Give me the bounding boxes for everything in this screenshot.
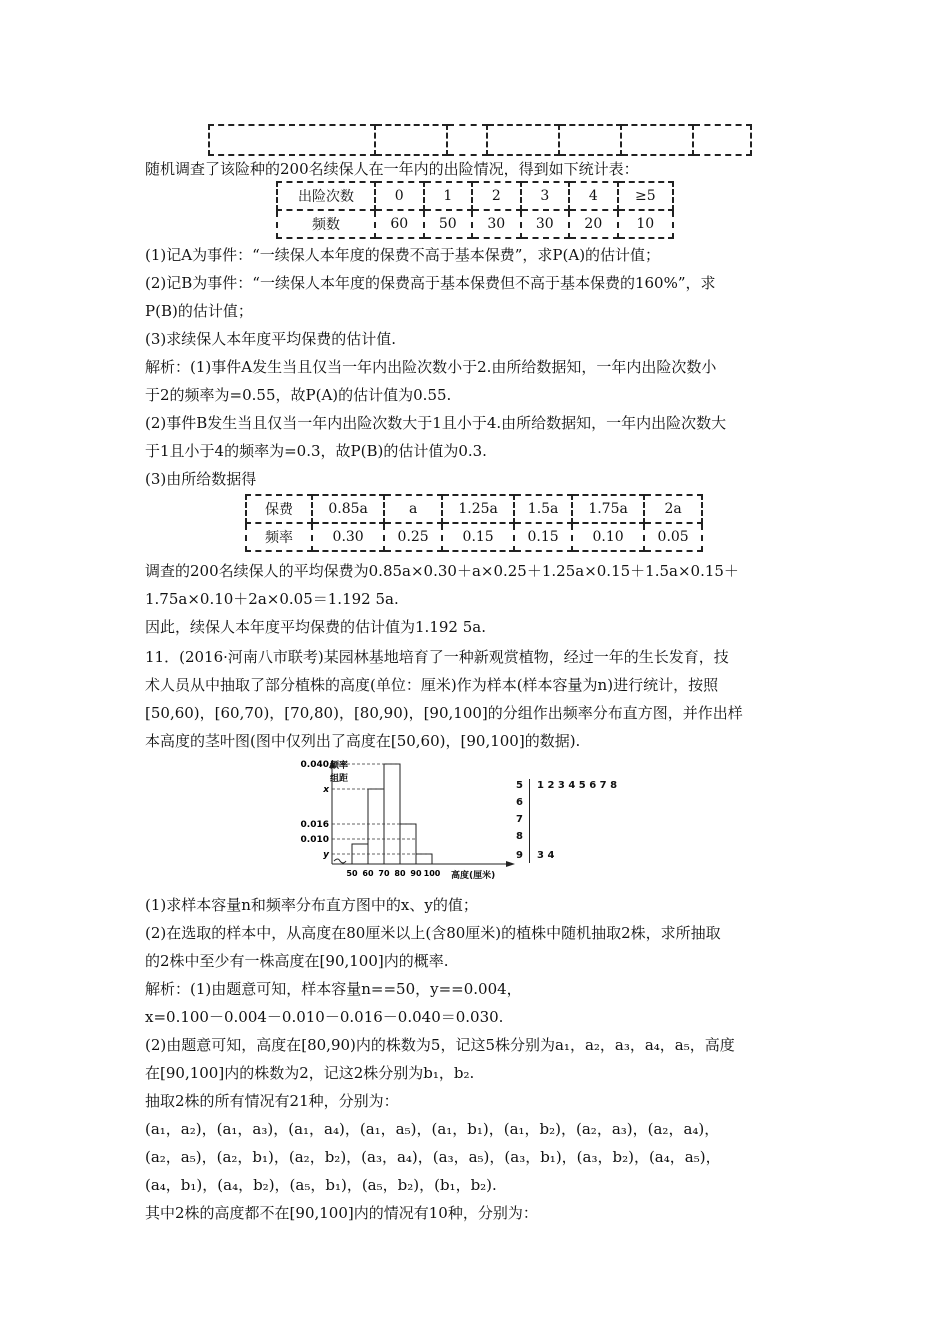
claims-table [276, 181, 674, 239]
table2-cell: 1.5a [514, 495, 572, 523]
problem-11d: 本高度的茎叶图(图中仅列出了高度在[50,60)，[90,100]的数据). [145, 732, 581, 750]
intro-text: 随机调查了该险种的200名续保人在一年内的出险情况，得到如下统计表： [145, 160, 639, 178]
solution-2b: 于1且小于4的频率为=0.3，故P(B)的估计值为0.3. [145, 442, 487, 460]
y-tick-label: x [323, 785, 329, 795]
q11-part2a: (2)在选取的样本中，从高度在80厘米以上(含80厘米)的植株中随机抽取2株，求所抽取 [145, 924, 721, 942]
histogram-bar [384, 764, 400, 864]
leaves: 3 4 [537, 850, 555, 861]
x-tick-label: 90 [410, 869, 422, 878]
table1-header: 出险次数 [277, 182, 375, 210]
hist-ylabel-top: 频率 [330, 761, 349, 771]
solution-1b: 于2的频率为=0.55，故P(A)的估计值为0.55. [145, 386, 452, 404]
solution-1a: 解析：(1)事件A发生当且仅当一年内出险次数小于2.由所给数据知，一年内出险次数小 [145, 358, 717, 376]
histogram-bar [416, 854, 432, 864]
table2-cell: 0.10 [572, 523, 644, 551]
table1-cell: 60 [375, 210, 424, 238]
table2-cell: 1.75a [572, 495, 644, 523]
s11-line4: 在[90,100]内的株数为2，记这2株分别为b₁，b₂. [145, 1064, 475, 1082]
s11-line7: (a₂，a₅)，(a₂，b₁)，(a₂，b₂)，(a₃，a₄)，(a₃，a₅)，(a₃，b₁)，(a₃，b₂)，(a₄，a₅)， [145, 1148, 721, 1166]
frequency-histogram [290, 758, 520, 882]
axis-break [334, 859, 346, 863]
x-axis-arrow [506, 861, 515, 867]
table1-row-label: 频数 [277, 210, 375, 238]
question-3: (3)求续保人本年度平均保费的估计值. [145, 330, 397, 348]
question-1: (1)记A为事件：“一续保人本年度的保费不高于基本保费”，求P(A)的估计值； [145, 246, 661, 264]
hist-ylabel-bottom: 组距 [330, 774, 349, 784]
table2-cell: 0.25 [384, 523, 442, 551]
x-tick-label: 60 [362, 869, 374, 878]
solution-2a: (2)事件B发生当且仅当一年内出险次数大于1且小于4.由所给数据知，一年内出险次数大 [145, 414, 727, 432]
stem: 6 [516, 797, 523, 808]
s11-line5: 抽取2株的所有情况有21种，分别为： [145, 1092, 399, 1110]
table1-cell: 30 [521, 210, 570, 238]
premium-table [245, 494, 703, 552]
question-2a: (2)记B为事件：“一续保人本年度的保费高于基本保费但不高于基本保费的160%”，求 [145, 274, 716, 292]
solution-3: (3)由所给数据得 [145, 470, 257, 488]
top-table-fragment [208, 124, 752, 154]
histogram-bar [368, 789, 384, 864]
s11-line6: (a₁，a₂)，(a₁，a₃)，(a₁，a₄)，(a₁，a₅)，(a₁，b₁)，(a₁，b₂)，(a₂，a₃)，(a₂，a₄)， [145, 1120, 720, 1138]
average-3: 因此，续保人本年度平均保费的估计值为1.192 5a. [145, 618, 486, 636]
question-2b: P(B)的估计值； [145, 302, 253, 320]
stem: 8 [516, 831, 523, 842]
y-tick-label: 0.040 [300, 760, 329, 770]
y-tick-label: y [323, 850, 329, 860]
problem-11a: 11．(2016·河南八市联考)某园林基地培育了一种新观赏植物，经过一年的生长发育，技 [145, 648, 729, 666]
y-tick-label: 0.010 [300, 835, 329, 845]
x-tick-label: 80 [394, 869, 406, 878]
table1-cell: 20 [569, 210, 618, 238]
table1-header: ≥5 [618, 182, 673, 210]
table2-cell: 1.25a [442, 495, 514, 523]
table1-header: 3 [521, 182, 570, 210]
y-tick-label: 0.016 [300, 820, 329, 830]
table2-cell: 0.30 [312, 523, 384, 551]
table1-header: 1 [424, 182, 473, 210]
table1-header: 4 [569, 182, 618, 210]
x-tick-label: 100 [423, 869, 441, 878]
x-tick-label: 70 [378, 869, 390, 878]
hist-xlabel: 高度(厘米) [451, 871, 496, 881]
table2-cell: 0.15 [514, 523, 572, 551]
s11-line8: (a₄，b₁)，(a₄，b₂)，(a₅，b₁)，(a₅，b₂)，(b₁，b₂). [145, 1176, 497, 1194]
stem: 5 [516, 780, 523, 791]
s11-line2: x=0.100－0.004－0.010－0.016－0.040＝0.030. [145, 1008, 504, 1026]
table1-header: 0 [375, 182, 424, 210]
stem-divider [529, 779, 530, 863]
table2-cell: 频率 [246, 523, 312, 551]
table2-cell: 保费 [246, 495, 312, 523]
s11-line1: 解析：(1)由题意可知，样本容量n==50，y==0.004， [145, 980, 522, 998]
table2-cell: a [384, 495, 442, 523]
s11-line9: 其中2株的高度都不在[90,100]内的情况有10种，分别为： [145, 1204, 538, 1222]
table2-cell: 0.85a [312, 495, 384, 523]
x-tick-label: 50 [346, 869, 358, 878]
table1-cell: 50 [424, 210, 473, 238]
leaves: 1 2 3 4 5 6 7 8 [537, 780, 618, 791]
problem-11b: 术人员从中抽取了部分植株的高度(单位：厘米)作为样本(样本容量为n)进行统计，按照 [145, 676, 719, 694]
q11-part1: (1)求样本容量n和频率分布直方图中的x、y的值； [145, 896, 478, 914]
table1-cell: 10 [618, 210, 673, 238]
stem: 7 [516, 814, 523, 825]
table1-header: 2 [472, 182, 521, 210]
table2-cell: 0.15 [442, 523, 514, 551]
q11-part2b: 的2株中至少有一株高度在[90,100]内的概率. [145, 952, 449, 970]
table2-cell: 0.05 [644, 523, 702, 551]
problem-11c: [50,60)，[60,70)，[70,80)，[80,90)，[90,100]的分组作出频率分布直方图，并作出样 [145, 704, 743, 722]
histogram-bar [400, 824, 416, 864]
average-1: 调查的200名续保人的平均保费为0.85a×0.30＋a×0.25＋1.25a×0.15＋1.5a×0.15＋ [145, 562, 739, 580]
table1-cell: 30 [472, 210, 521, 238]
stem: 9 [516, 850, 523, 861]
s11-line3: (2)由题意可知，高度在[80,90)内的株数为5，记这5株分别为a₁，a₂，a₃，a₄，a₅，高度 [145, 1036, 735, 1054]
average-2: 1.75a×0.10＋2a×0.05＝1.192 5a. [145, 590, 399, 608]
table2-cell: 2a [644, 495, 702, 523]
